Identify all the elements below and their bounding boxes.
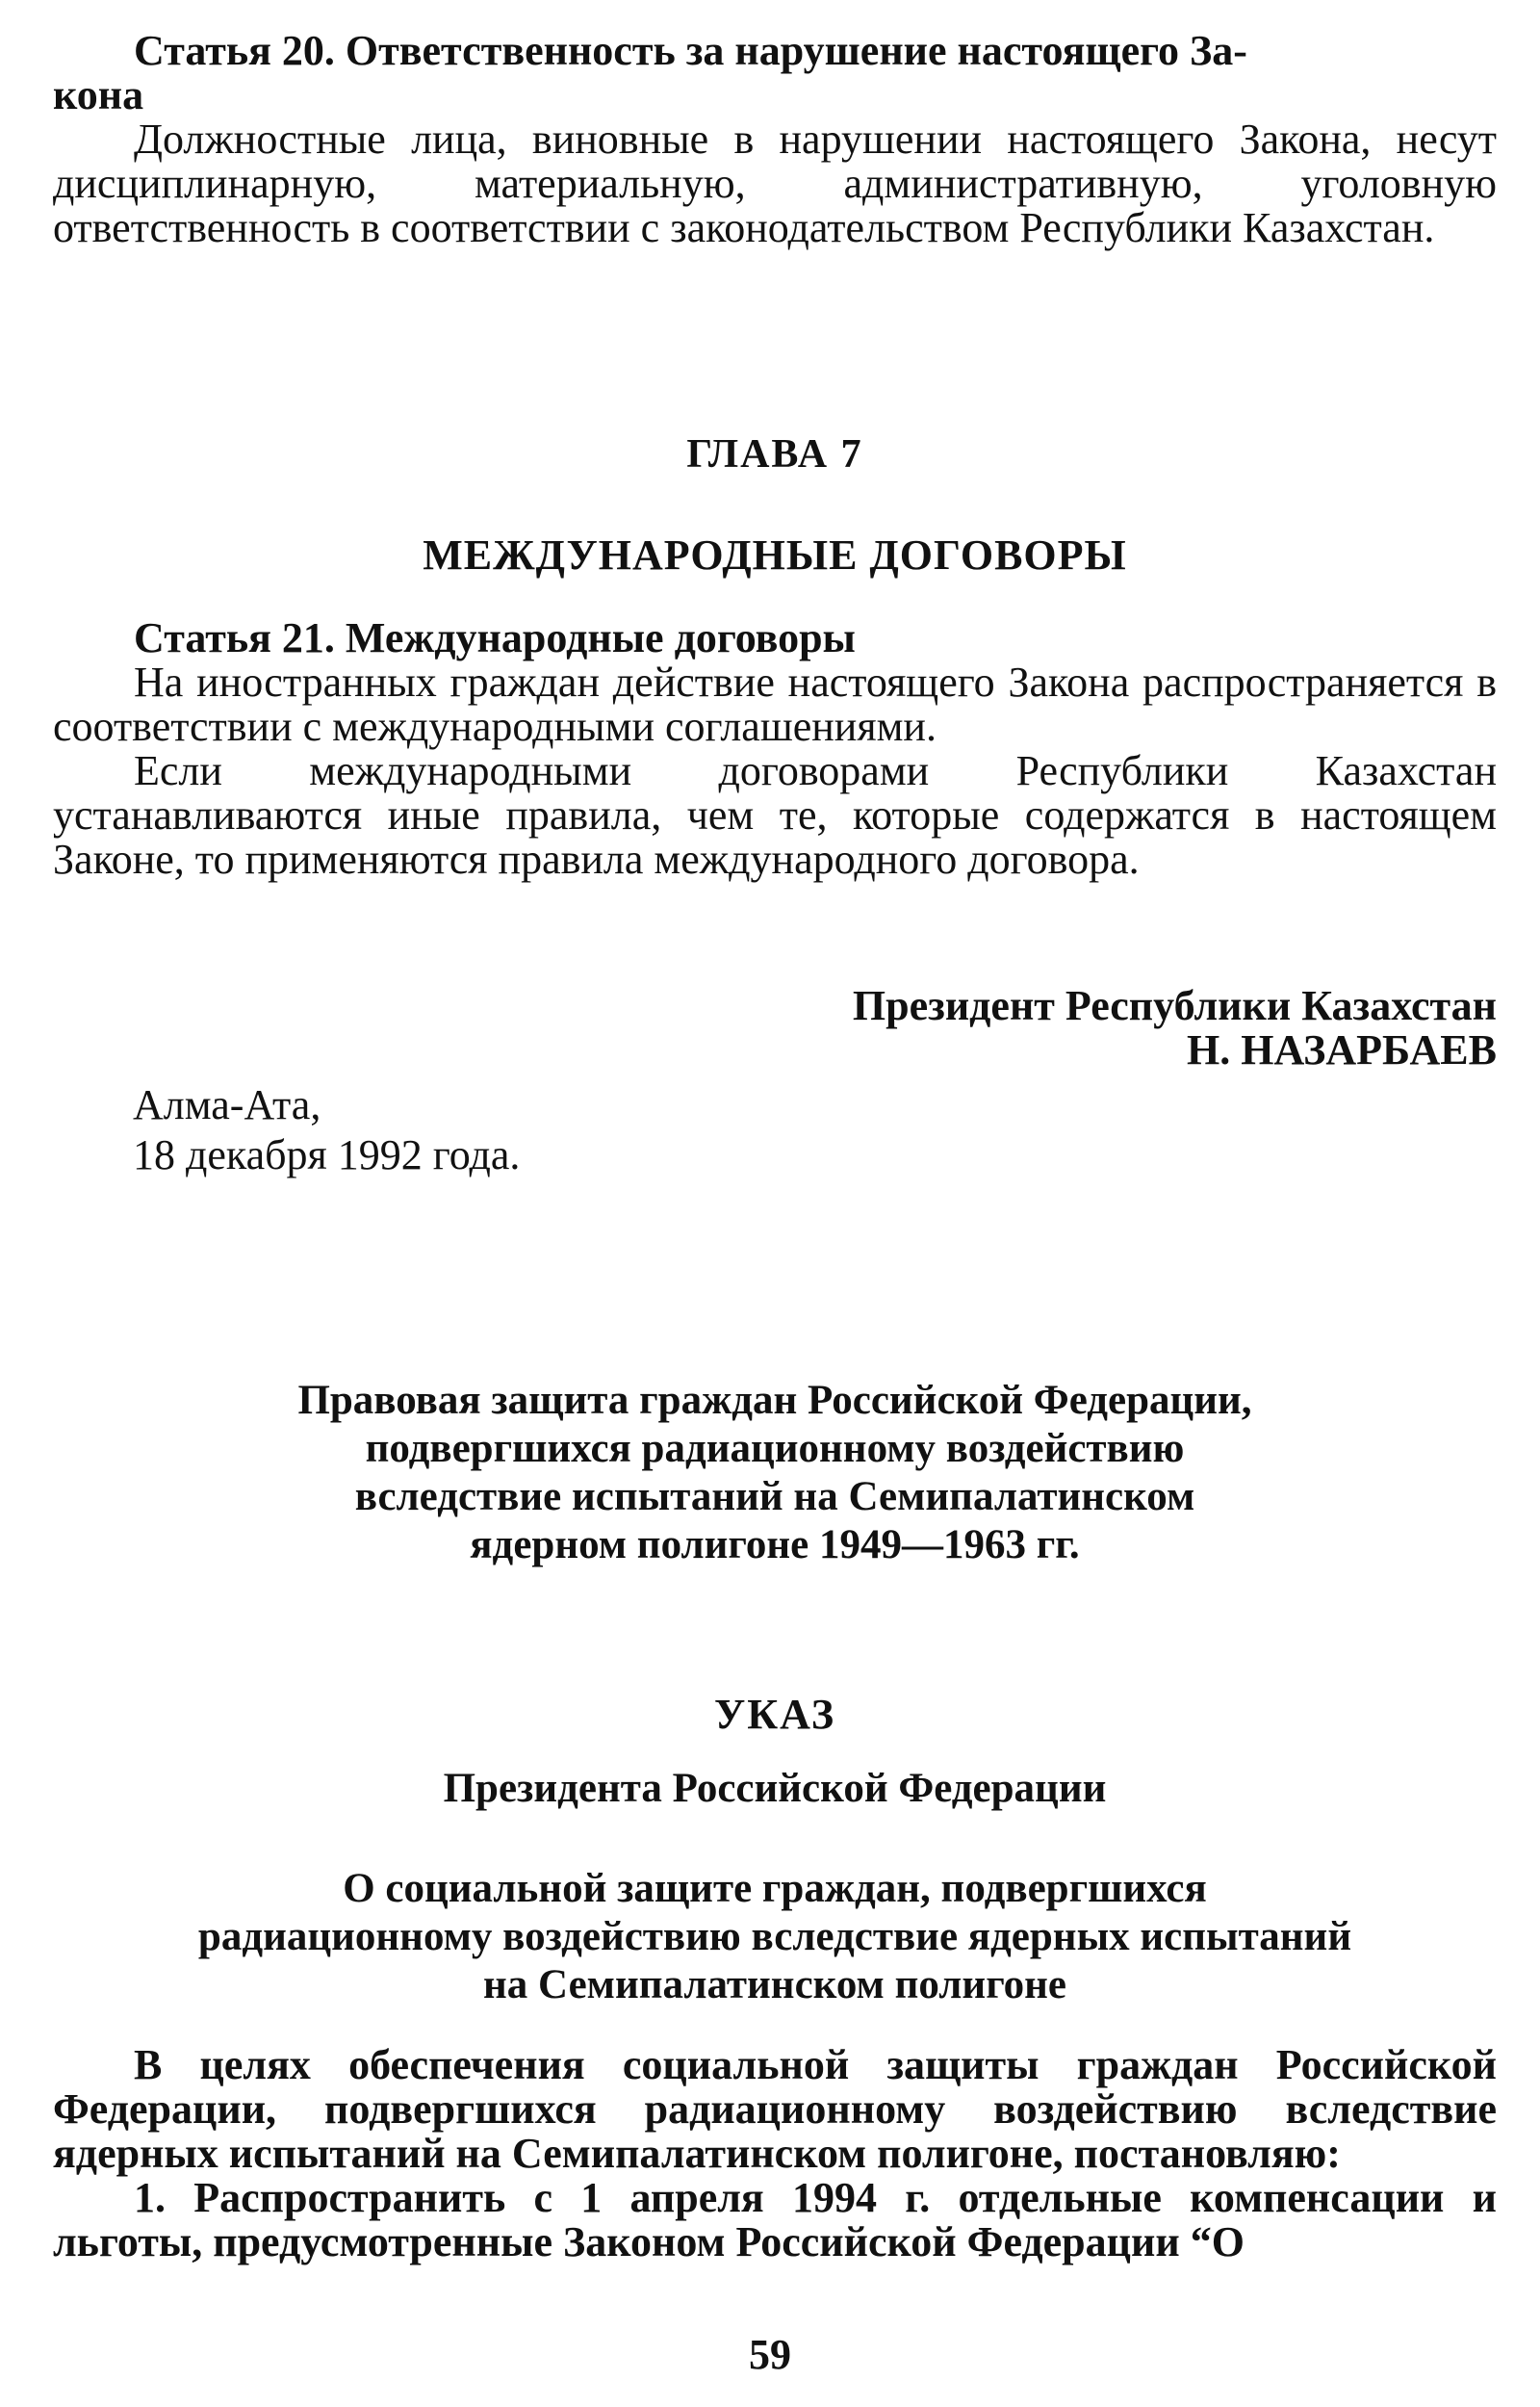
section-title-line4: ядерном полигоне 1949—1963 гг. — [470, 1522, 1080, 1567]
decree-title-line1: О социальной защите граждан, подвергшихся — [343, 1866, 1207, 1911]
article-20-body: Должностные лица, виновные в нарушении настоящего Закона, несут дисциплинарную, материальную, административную, уголовную ответственность в соответствии с законодательством Республики Казахстан. — [53, 116, 1497, 251]
section-title-line3: вследствие испытаний на Семипалатинском — [354, 1474, 1195, 1519]
section-title-line1: Правовая защита граждан Российской Федерации, — [297, 1378, 1252, 1423]
decree-title — [53, 1865, 1497, 2009]
signature-name: Н. НАЗАРБАЕВ — [1187, 1026, 1497, 1074]
signature-block — [853, 984, 1497, 1073]
decree-title-line2: радиационному воздействию вследствие ядерных испытаний — [197, 1914, 1352, 1959]
decree-issuer: Президента Российской Федерации — [443, 1766, 1107, 1811]
chapter-number: ГЛАВА 7 — [686, 432, 863, 477]
decree-preamble: В целях обеспечения социальной защиты граждан Российской Федерации, подвергшихся радиационному воздействию вследствие ядерных испытаний на Семипалатинском полигоне, постановляю: — [53, 2041, 1497, 2177]
decree-word: УКАЗ — [713, 1691, 836, 1738]
signature-position: Президент Республики Казахстан — [852, 982, 1497, 1029]
page-number: 59 — [749, 2331, 791, 2378]
section-title-line2: подвергшихся радиационному воздействию — [365, 1426, 1185, 1471]
article-21-para1: На иностранных граждан действие настоящего Закона распространяется в соответствии с международными соглашениями. — [53, 659, 1497, 750]
section-title — [53, 1377, 1497, 1569]
article-21-heading: Статья 21. Международные договоры — [134, 614, 856, 661]
article-20-heading-line2: кона — [53, 71, 144, 118]
date: 18 декабря 1992 года. — [133, 1131, 521, 1178]
article-20-heading-line1: Статья 20. Ответственность за нарушение настоящего За- — [134, 27, 1247, 74]
article-21-para2: Если международными договорами Республики Казахстан устанавливаются иные правила, чем те, которые содержатся в настоящем Законе, то применяются правила международного договора. — [53, 747, 1497, 883]
decree-body — [53, 2043, 1497, 2265]
article-21 — [53, 616, 1497, 882]
place-date — [133, 1080, 520, 1180]
decree-item-1: 1. Распространить с 1 апреля 1994 г. отдельные компенсации и льготы, предусмотренные Законом Российской Федерации “О — [53, 2174, 1497, 2265]
place: Алма-Ата, — [133, 1081, 321, 1128]
decree-title-line3: на Семипалатинском полигоне — [482, 1962, 1067, 2007]
article-20 — [53, 29, 1497, 250]
chapter-title: МЕЖДУНАРОДНЫЕ ДОГОВОРЫ — [423, 531, 1127, 579]
